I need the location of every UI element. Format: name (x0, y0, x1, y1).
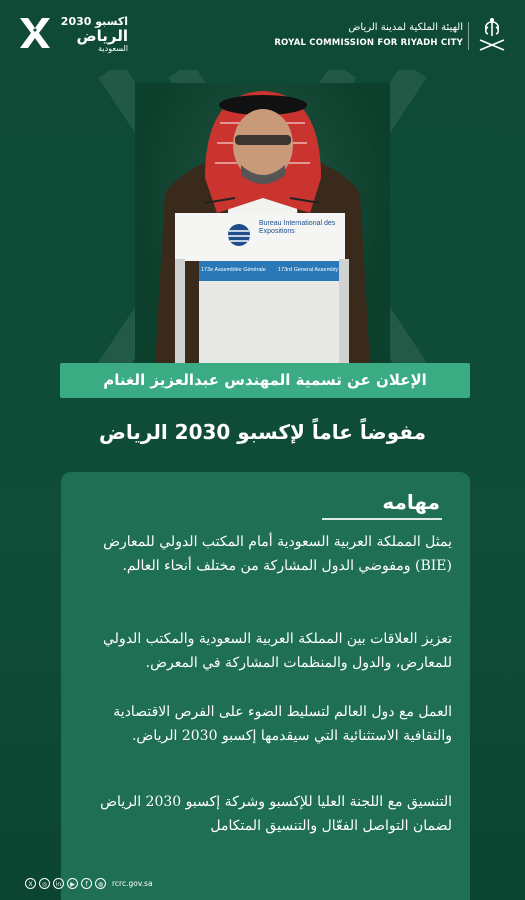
duty-item: التنسيق مع اللجنة العليا للإكسبو وشركة إكسبو 2030 الرياض لضمان التواصل الفعّال والتنسيق المتكامل (100, 794, 452, 834)
podium-sign-text: Bureau International des Expositions (259, 220, 336, 235)
facebook-icon[interactable]: f (81, 878, 92, 889)
headline-subtitle: مفوضاً عاماً لإكسبو 2030 الرياض (98, 420, 427, 444)
x-icon[interactable]: X (25, 878, 36, 889)
banner-text-en: 173rd General Assembly (278, 267, 339, 273)
duty-item: يمثل المملكة العربية السعودية أمام المكتب الدولي للمعارض (BIE) ومفوضي الدول المشاركة من مختلف أنحاء العالم. (103, 534, 452, 574)
royal-commission-logo (274, 16, 509, 56)
expo-logo-line1: اكسبو 2030 (60, 15, 128, 28)
youtube-icon[interactable]: ▶ (67, 878, 78, 889)
panel-title: مهامه (382, 490, 440, 514)
footer-social (25, 876, 153, 890)
banner-text-fr: 173e Assemblée Générale (201, 267, 266, 273)
website-link[interactable]: rcrc.gov.sa (112, 878, 153, 888)
saudi-emblem-icon (475, 16, 509, 54)
duties-panel (61, 472, 470, 900)
expo-mark-icon (18, 16, 52, 50)
linkedin-icon[interactable]: in (53, 878, 64, 889)
title-underline (322, 518, 442, 520)
commission-name-ar: الهيئة الملكية لمدينة الرياض (348, 22, 463, 33)
instagram-icon[interactable]: ◎ (39, 878, 50, 889)
expo-2030-logo (18, 16, 128, 52)
duty-item: العمل مع دول العالم لتسليط الضوء على الفرص الاقتصادية والثقافية الاستثنائية التي سيقدمها إكسبو 2030 الرياض. (113, 704, 452, 744)
duty-item: تعزيز العلاقات بين المملكة العربية السعودية والمكتب الدولي للمعارض، والدول والمنظمات المشاركة في المعرض. (103, 631, 452, 671)
announcement-banner: الإعلان عن تسمية المهندس عبدالعزيز الغنام (60, 363, 470, 398)
speaker-photo (135, 83, 390, 363)
commission-name-en: ROYAL COMMISSION FOR RIYADH CITY (274, 38, 463, 48)
expo-logo-line3: السعودية (98, 44, 128, 53)
expo-logo-text (56, 16, 128, 53)
globe-icon[interactable]: ◍ (95, 878, 106, 889)
expo-logo-line2: الرياض (76, 27, 128, 45)
logo-divider (468, 22, 469, 50)
